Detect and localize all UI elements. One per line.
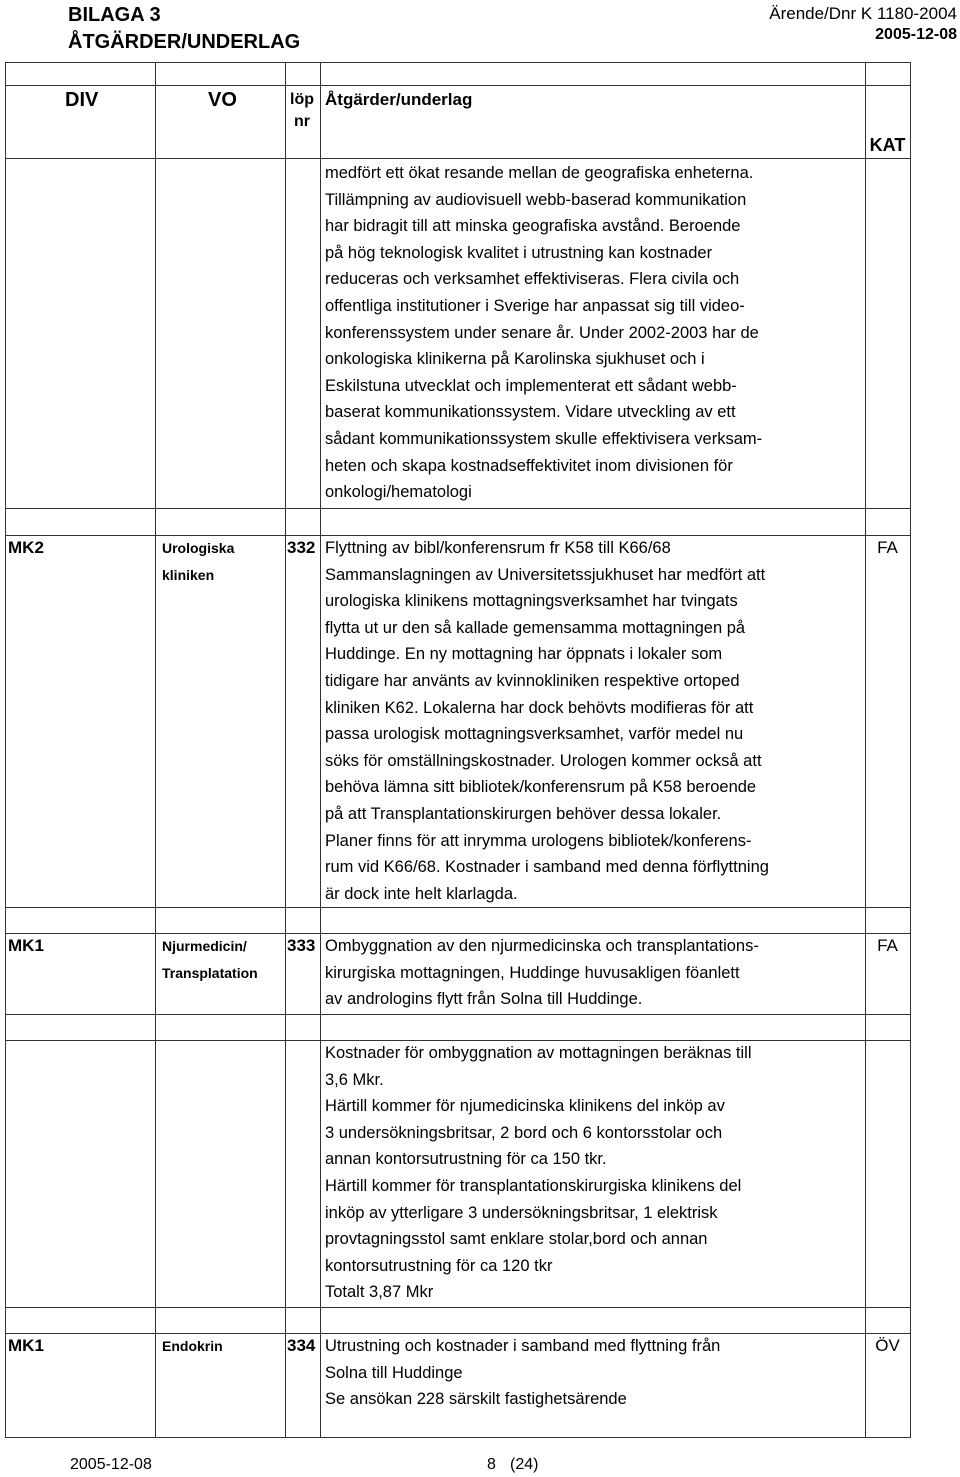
grid-line-horizontal: [5, 1437, 911, 1438]
description-line: Utrustning och kostnader i samband med flyttning från: [325, 1337, 721, 1355]
column-header-nr: nr: [294, 113, 310, 130]
description-line: Tillämpning av audiovisuell webb-baserad kommunikation: [325, 190, 747, 209]
description-line: inköp av ytterligare 3 undersökningsbritsar, 1 elektrisk: [325, 1203, 718, 1222]
description-line: medfört ett ökat resande mellan de geografiska enheterna.: [325, 164, 754, 182]
description-line: Kostnader för ombyggnation av mottagningen beräknas till: [325, 1044, 752, 1062]
description-line: Sammanslagningen av Universitetssjukhuset har medfört att: [325, 565, 766, 584]
description-line: Eskilstuna utvecklat och implementerat ett sådant webb-: [325, 376, 737, 395]
description-line: Härtill kommer för transplantationskirurgiska klinikens del: [325, 1176, 742, 1195]
grid-line-vertical: [320, 62, 321, 1438]
unit-name-line: Endokrin: [162, 1338, 223, 1354]
grid-line-vertical: [155, 62, 156, 1438]
grid-line-horizontal: [5, 1307, 911, 1308]
description-line: heten och skapa kostnadseffektivitet inom divisionen för: [325, 456, 733, 475]
category-code: FA: [877, 936, 898, 955]
description-line: reduceras och verksamhet effektiviseras. Flera civila och: [325, 270, 740, 289]
description-line: är dock inte helt klarlagda.: [325, 884, 518, 903]
division-code: MK2: [8, 538, 44, 557]
unit-name: [162, 933, 258, 986]
description-line: Ombyggnation av den njurmedicinska och transplantations-: [325, 937, 759, 955]
description-line: behöva lämna sitt bibliotek/konferensrum på K58 beroende: [325, 778, 757, 797]
item-number: 332: [287, 538, 316, 557]
unit-name-line: Transplatation: [162, 964, 258, 981]
description-line: Planer finns för att inrymma urologens bibliotek/konferens-: [325, 831, 752, 850]
document-title: BILAGA 3: [68, 4, 161, 26]
description-line: offentliga institutioner i Sverige har anpassat sig till video-: [325, 296, 745, 315]
page-number: 8: [487, 1456, 496, 1473]
description-line: baserat kommunikationssystem. Vidare utveckling av ett: [325, 403, 736, 422]
description-line: Härtill kommer för njumedicinska klinikens del inköp av: [325, 1097, 725, 1116]
description-line: Totalt 3,87 Mkr: [325, 1283, 434, 1302]
category-code: FA: [877, 538, 898, 557]
description-line: 3 undersökningsbritsar, 2 bord och 6 kontorsstolar och: [325, 1123, 723, 1142]
category-code: ÖV: [875, 1336, 900, 1355]
description-line: 3,6 Mkr.: [325, 1070, 384, 1089]
description-line: onkologiska klinikerna på Karolinska sjukhuset och i: [325, 350, 705, 369]
description-line: Se ansökan 228 särskilt fastighetsärende: [325, 1390, 627, 1409]
grid-line-vertical: [910, 62, 911, 1438]
description-line: urologiska klinikens mottagningsverksamhet har tvingats: [325, 592, 738, 611]
column-header-actions: Åtgärder/underlag: [325, 90, 473, 109]
grid-line-horizontal: [5, 1014, 911, 1015]
description-line: Flyttning av bibl/konferensrum fr K58 till K66/68: [325, 539, 671, 557]
action-description: [325, 1040, 752, 1306]
description-line: söks för omställningskostnader. Urologen kommer också att: [325, 751, 762, 770]
description-line: Solna till Huddinge: [325, 1363, 463, 1382]
description-line: kliniken K62. Lokalerna har dock behövts modifieras för att: [325, 698, 754, 717]
footer-date: 2005-12-08: [70, 1456, 152, 1473]
grid-line-horizontal: [5, 62, 911, 63]
unit-name-line: Urologiska: [162, 540, 235, 556]
grid-line-horizontal: [5, 158, 911, 159]
item-number: 334: [287, 1336, 316, 1355]
action-description: [325, 1333, 720, 1413]
grid-line-vertical: [865, 62, 866, 1438]
description-line: Huddinge. En ny mottagning har öppnats i lokaler som: [325, 645, 723, 664]
description-line: flytta ut ur den så kallade gemensamma mottagningen på: [325, 618, 746, 637]
description-line: tidigare har använts av kvinnokliniken respektive ortoped: [325, 671, 740, 690]
description-line: kirurgiska mottagningen, Huddinge huvusakligen föanlett: [325, 963, 740, 982]
description-line: har bidragit till att minska geografiska avstånd. Beroende: [325, 217, 741, 236]
description-line: konferenssystem under senare år. Under 2002-2003 har de: [325, 323, 759, 342]
description-line: på att Transplantationskirurgen behöver dessa lokaler.: [325, 804, 722, 823]
description-line: passa urologisk mottagningsverksamhet, varför medel nu: [325, 725, 744, 744]
unit-name: [162, 1333, 223, 1360]
column-header-kat: KAT: [869, 135, 906, 155]
unit-name: [162, 535, 234, 588]
document-subtitle: ÅTGÄRDER/UNDERLAG: [68, 31, 301, 53]
document-date: 2005-12-08: [875, 26, 957, 43]
action-description: [325, 160, 762, 506]
case-number: Ärende/Dnr K 1180-2004: [769, 4, 957, 23]
item-number: 333: [287, 936, 316, 955]
description-line: på hög teknologisk kvalitet i utrustning kan kostnader: [325, 243, 713, 262]
unit-name-line: kliniken: [162, 566, 215, 583]
description-line: provtagningsstol samt enklare stolar,bord och annan: [325, 1230, 708, 1249]
unit-name-line: Njurmedicin/: [162, 938, 247, 954]
description-line: av andrologins flytt från Solna till Huddinge.: [325, 990, 643, 1009]
description-line: onkologi/hematologi: [325, 483, 472, 502]
grid-line-vertical: [285, 62, 286, 1438]
division-code: MK1: [8, 936, 44, 955]
column-header-lop: löp: [290, 91, 314, 108]
grid-line-vertical: [5, 62, 6, 1438]
grid-line-horizontal: [5, 85, 911, 86]
description-line: annan kontorsutrustning för ca 150 tkr.: [325, 1150, 607, 1169]
column-header-vo: VO: [208, 89, 237, 111]
description-line: kontorsutrustning för ca 120 tkr: [325, 1256, 553, 1275]
action-description: [325, 535, 769, 907]
description-line: sådant kommunikationssystem skulle effektivisera verksam-: [325, 429, 763, 448]
action-description: [325, 933, 759, 1013]
division-code: MK1: [8, 1336, 44, 1355]
grid-line-horizontal: [5, 508, 911, 509]
column-header-div: DIV: [65, 89, 99, 111]
description-line: rum vid K66/68. Kostnader i samband med denna förflyttning: [325, 858, 769, 877]
page-total: (24): [510, 1456, 539, 1473]
